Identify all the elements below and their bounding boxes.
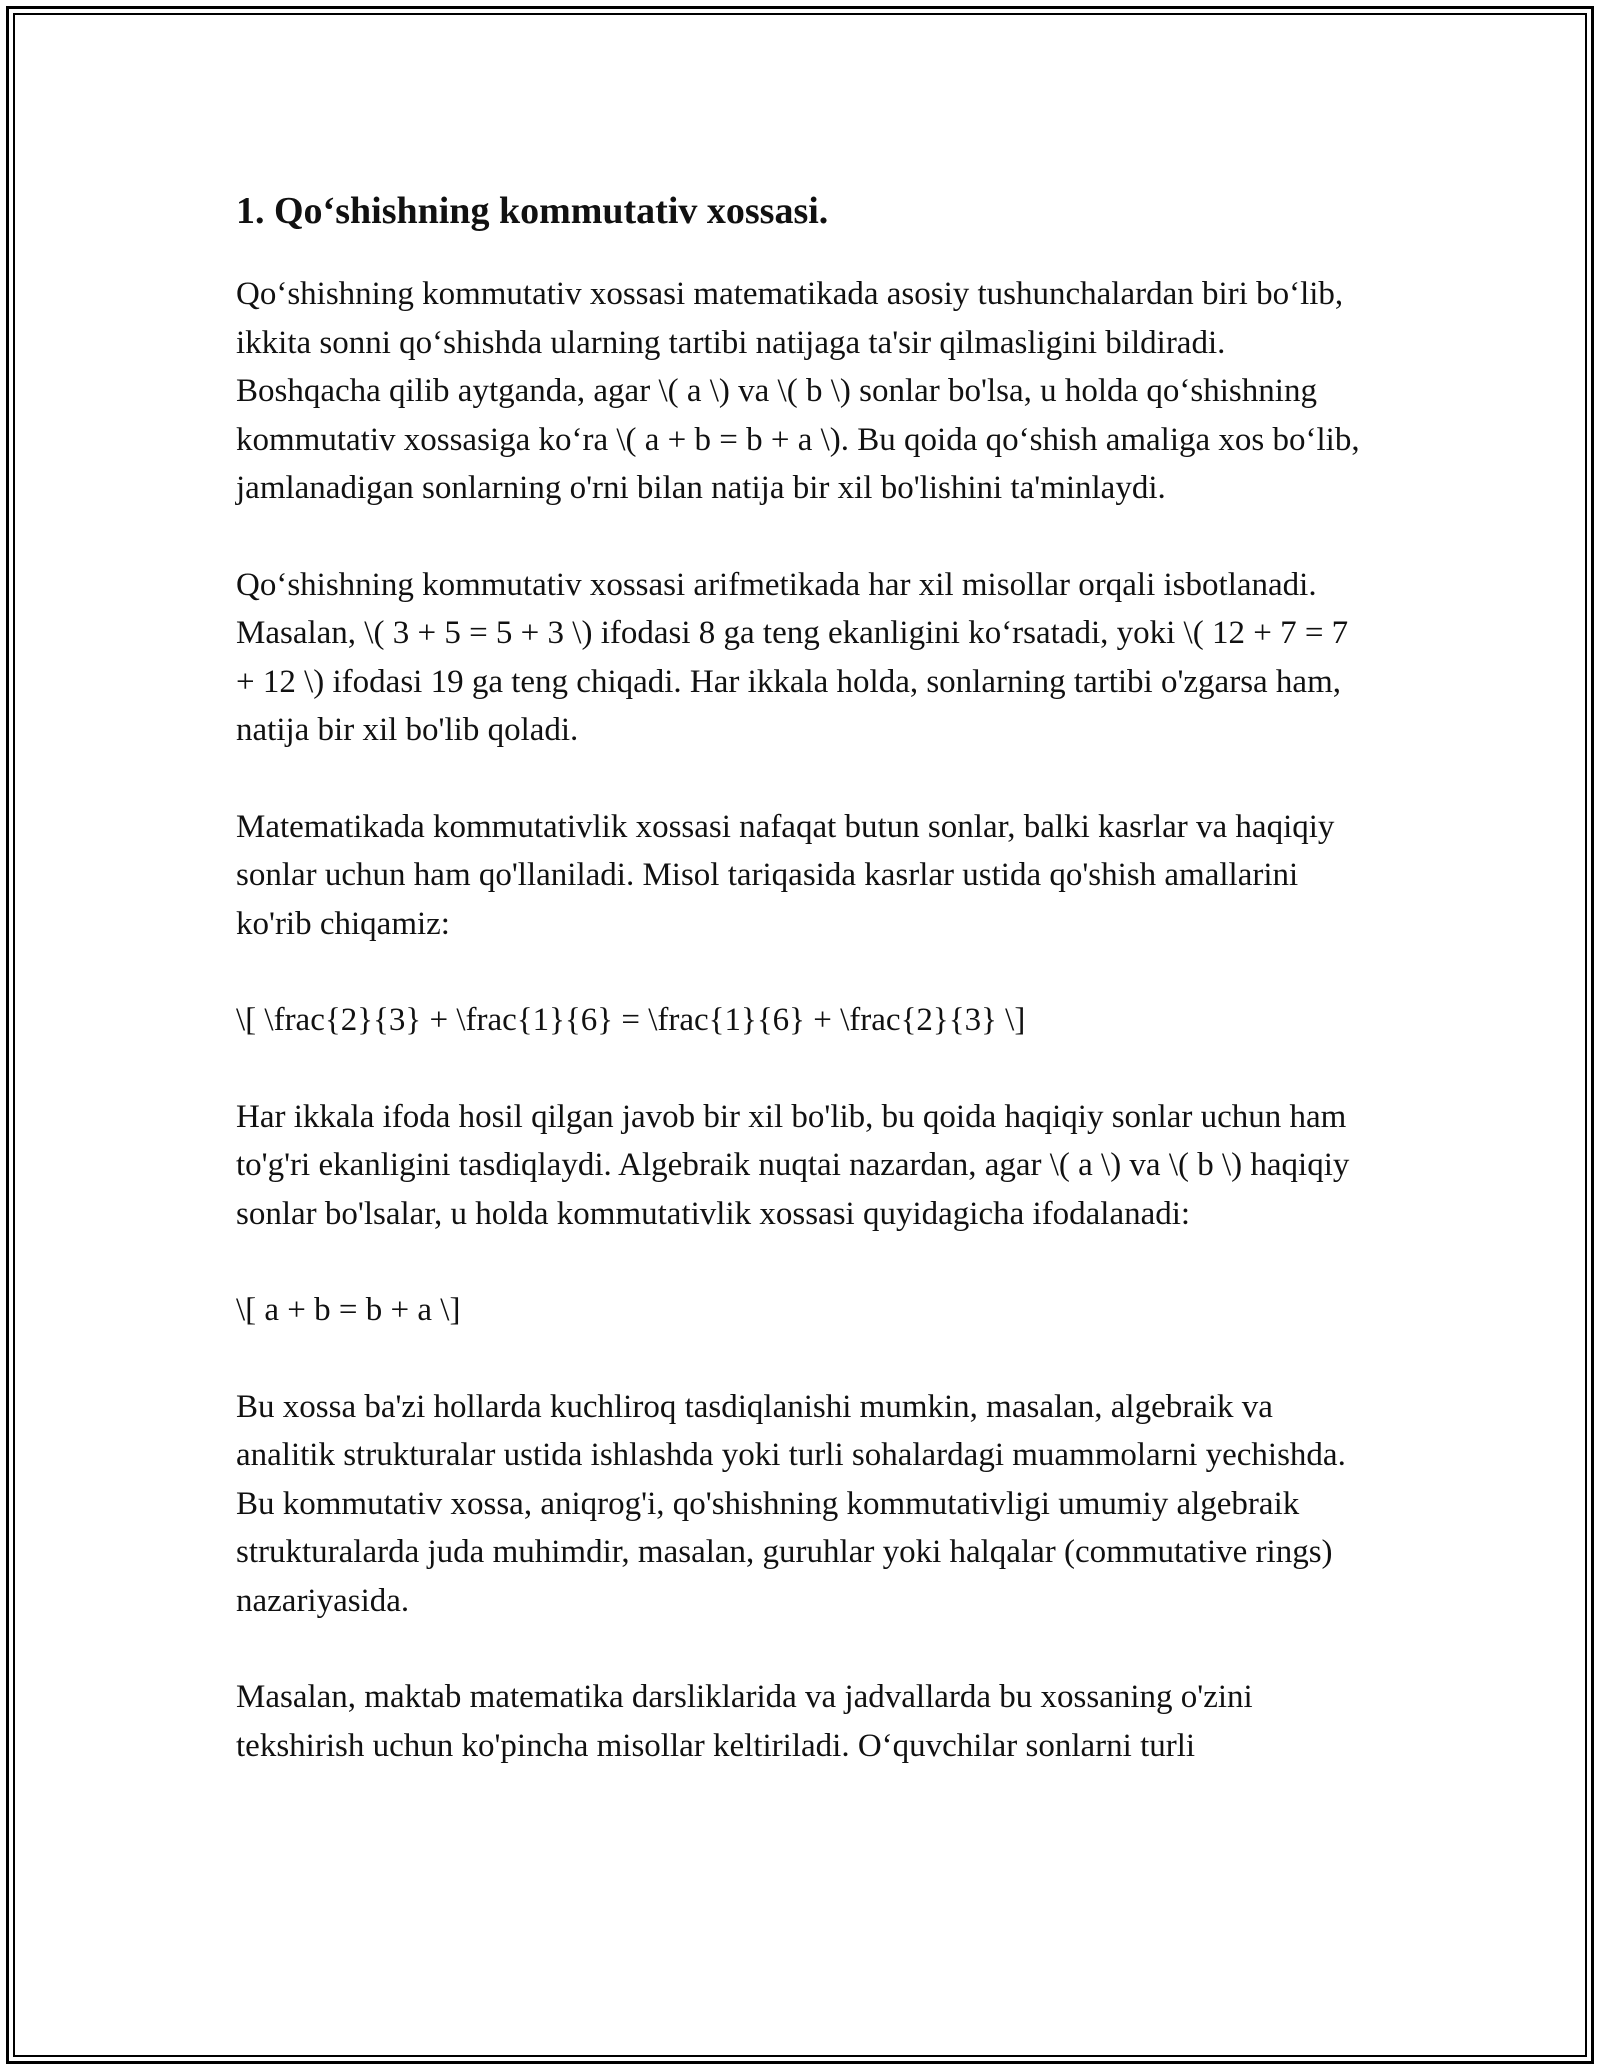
document-body (236, 186, 1371, 1818)
paragraph-real-numbers: Har ikkala ifoda hosil qilgan javob bir xil bo'lib, bu qoida haqiqiy sonlar uchun ham to'g'ri ekanligini tasdiqlaydi. Algebraik nuqtai nazardan, agar \( a \) va \( b \) haqiqiy sonlar bo'lsalar, u holda kommutativlik xossasi quyidagicha ifodalanadi: (236, 1098, 1350, 1232)
paragraph-algebraic-structures: Bu xossa ba'zi hollarda kuchliroq tasdiqlanishi mumkin, masalan, algebraik va analitik strukturalar ustida ishlashda yoki turli sohalardagi muammolarni yechishda. Bu kommutativ xossa, aniqrog'i, qo'shishning kommutativligi umumiy algebraik strukturalarda juda muhimdir, masalan, guruhlar yoki halqalar (commutative rings) nazariyasida. (236, 1388, 1346, 1619)
formula-commutative: \[ a + b = b + a \] (236, 1292, 461, 1328)
paragraph-school-examples: Masalan, maktab matematika darsliklarida va jadvallarda bu xossaning o'zini tekshirish uchun ko'pincha misollar keltiriladi. O‘quvchilar sonlarni turli (236, 1679, 1253, 1764)
formula-fractions: \[ \frac{2}{3} + \frac{1}{6} = \frac{1}{6} + \frac{2}{3} \] (236, 1002, 1026, 1038)
paragraph-fractions-intro: Matematikada kommutativlik xossasi nafaqat butun sonlar, balki kasrlar va haqiqiy sonlar uchun ham qo'llaniladi. Misol tariqasida kasrlar ustida qo'shish amallarini ko'rib chiqamiz: (236, 808, 1335, 942)
paragraph-intro: Qo‘shishning kommutativ xossasi matematikada asosiy tushunchalardan biri bo‘lib, ikkita sonni qo‘shishda ularning tartibi natijaga ta'sir qilmasligini bildiradi. Boshqacha qilib aytganda, agar \( a \) va \( b \) sonlar bo'lsa, u holda qo‘shishning kommutativ xossasiga ko‘ra \( a + b = b + a \). Bu qoida qo‘shish amaliga xos bo‘lib, jamlanadigan sonlarning o'rni bilan natija bir xil bo'lishini ta'minlaydi. (236, 276, 1360, 506)
paragraph-arithmetic-examples: Qo‘shishning kommutativ xossasi arifmetikada har xil misollar orqali isbotlanadi. Masalan, \( 3 + 5 = 5 + 3 \) ifodasi 8 ga teng ekanligini ko‘rsatadi, yoki \( 12 + 7 = 7 + 12 \) ifodasi 19 ga teng chiqadi. Har ikkala holda, sonlarning tartibi o'zgarsa ham, natija bir xil bo'lib qoladi. (236, 566, 1349, 748)
section-heading: 1. Qo‘shishning kommutativ xossasi. (236, 190, 829, 232)
